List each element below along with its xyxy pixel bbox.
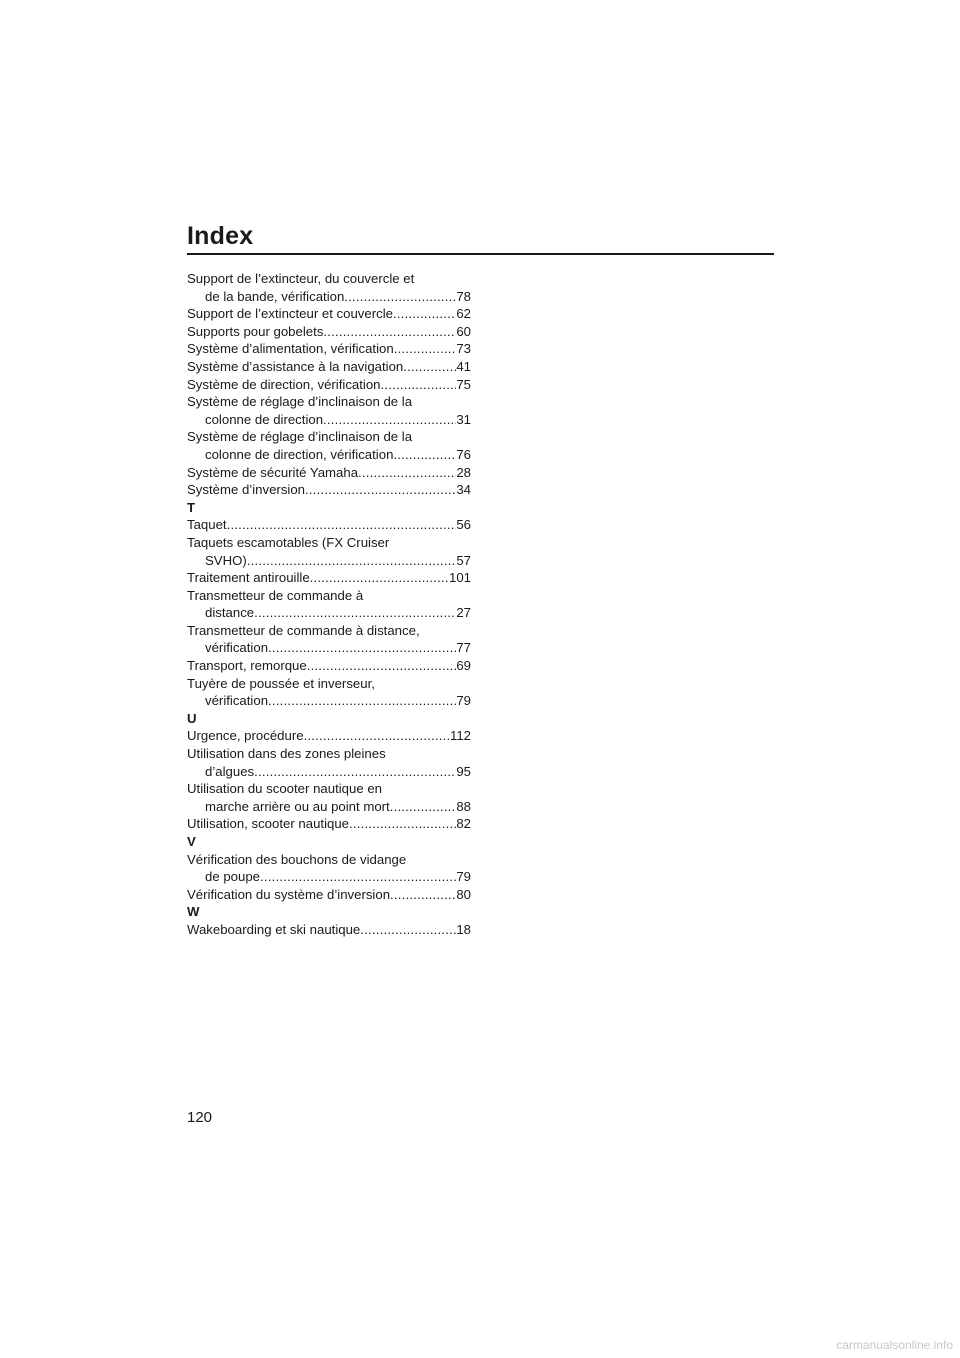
index-entry-text: Vérification des bouchons de vidange [187,851,407,867]
index-entry [187,323,471,341]
index-entry-text: Traitement antirouille [187,570,310,586]
index-entry [187,534,471,569]
index-entry-text: Système de réglage d’inclinaison de la [187,394,413,410]
index-page-ref: 62 [456,306,471,322]
index-letter-heading: V [187,834,196,849]
index-entry [187,745,471,780]
index-entry-text: Wakeboarding et ski nautique [187,921,361,937]
dot-leader [390,886,456,904]
index-entry-text: Utilisation dans des zones pleines [187,746,386,762]
index-page-ref: 31 [456,411,471,427]
index-page-ref: 75 [456,376,471,392]
index-page-ref: 78 [456,288,471,304]
index-page-ref: 88 [456,798,471,814]
index-page-ref: 18 [456,921,471,937]
index-page-ref: 60 [456,323,471,339]
dot-leader [254,604,456,622]
index-entry-text: Support de l’extincteur, du couvercle et [187,271,415,286]
index-entry-text: Urgence, procédure [187,728,304,744]
dot-leader [390,798,457,816]
index-letter-heading: T [187,499,196,515]
index-entry [187,340,471,358]
dot-leader [393,446,456,464]
index-entry-text: Système de direction, vérification [187,376,381,392]
index-entry-text: vérification [205,693,269,709]
index-entry-text: SVHO) [205,552,247,568]
index-entry-text: marche arrière ou au point mort [205,798,390,814]
index-entry-text: Système de sécurité Yamaha [187,464,359,480]
index-entry [187,727,471,745]
index-entry-text: Tuyère de poussée et inverseur, [187,675,375,691]
dot-leader [305,481,456,499]
index-page-ref: 34 [456,482,471,498]
index-entry-text: Support de l’extincteur et couvercle [187,306,393,322]
index-entry [187,587,471,622]
index-entry [187,464,471,482]
index-letter-heading: W [187,904,200,920]
dot-leader [227,516,457,534]
dot-leader [394,340,457,358]
dot-leader [358,464,456,482]
dot-leader [260,868,456,886]
index-page-ref: 73 [456,341,471,357]
dot-leader [349,815,456,833]
index-page-ref: 79 [456,693,471,709]
index-entry-text: Système d’alimentation, vérification [187,341,394,357]
index-entry [187,270,471,305]
index-page-ref: 79 [456,869,471,885]
index-entry [187,358,471,376]
index-entry [187,516,471,534]
index-page-ref: 69 [456,658,471,674]
index-entry-text: Système d’inversion [187,482,306,498]
watermark: carmanualsonline.info [836,1338,953,1352]
index-entry [187,780,471,815]
index-entry [187,393,471,428]
index-entry [187,815,471,833]
index-page-ref: 82 [456,816,471,832]
dot-leader [307,657,457,675]
index-entry-text: Système de réglage d’inclinaison de la [187,429,413,445]
index-entry-text: Système d’assistance à la navigation [187,358,404,374]
index-entry [187,376,471,394]
dot-leader [403,358,456,376]
index-entry [187,569,471,587]
index-entry-text: Transmetteur de commande à distance, [187,622,420,638]
dot-leader [268,692,456,710]
index-entry-text: Transport, remorque [187,658,307,674]
dot-leader [310,569,449,587]
index-entry [187,481,471,499]
index-entry-text: distance [205,605,255,621]
index-entry [187,921,471,939]
index-list [187,270,471,939]
index-entry-text: Taquets escamotables (FX Cruiser [187,534,390,550]
index-entry [187,886,471,904]
index-entry-text: Utilisation, scooter nautique [187,816,350,832]
index-entry [187,675,471,710]
dot-leader [360,921,456,939]
index-entry [187,622,471,657]
dot-leader [344,288,456,306]
index-entry-text: d’algues [205,763,255,779]
index-entry-text: de poupe [205,869,261,885]
index-entry-text: vérification [205,640,269,656]
index-page-ref: 101 [448,570,471,586]
dot-leader [381,376,457,394]
index-page-ref: 112 [449,728,471,744]
index-entry-text: Taquet [187,517,227,533]
dot-leader [254,763,456,781]
dot-leader [323,323,456,341]
index-page-ref: 95 [456,763,471,779]
index-page-ref: 80 [456,886,471,902]
page-title: Index [187,222,254,250]
index-page-ref: 77 [456,640,471,656]
index-page-ref: 76 [456,446,471,462]
index-entry [187,851,471,886]
index-letter-heading: U [187,710,197,726]
index-entry-text: Transmetteur de commande à [187,587,364,603]
index-entry-text: colonne de direction, vérification [205,446,394,462]
index-entry-text: Vérification du système d’inversion [187,886,391,902]
title-rule [187,253,774,255]
dot-leader [268,639,456,657]
index-entry-text: Utilisation du scooter nautique en [187,781,383,797]
page-number: 120 [187,1109,213,1126]
index-entry-text: colonne de direction [205,411,324,427]
dot-leader [304,727,450,745]
index-page-ref: 57 [456,552,471,568]
dot-leader [247,552,457,570]
index-page-ref: 28 [456,464,471,480]
index-entry [187,428,471,463]
index-entry-text: de la bande, vérification [205,288,345,304]
index-entry-text: Supports pour gobelets [187,323,324,339]
dot-leader [323,411,456,429]
index-entry [187,657,471,675]
index-page-ref: 41 [456,358,471,374]
index-page-ref: 27 [456,605,471,621]
index-entry [187,305,471,323]
dot-leader [393,305,456,323]
index-page-ref: 56 [456,517,471,533]
